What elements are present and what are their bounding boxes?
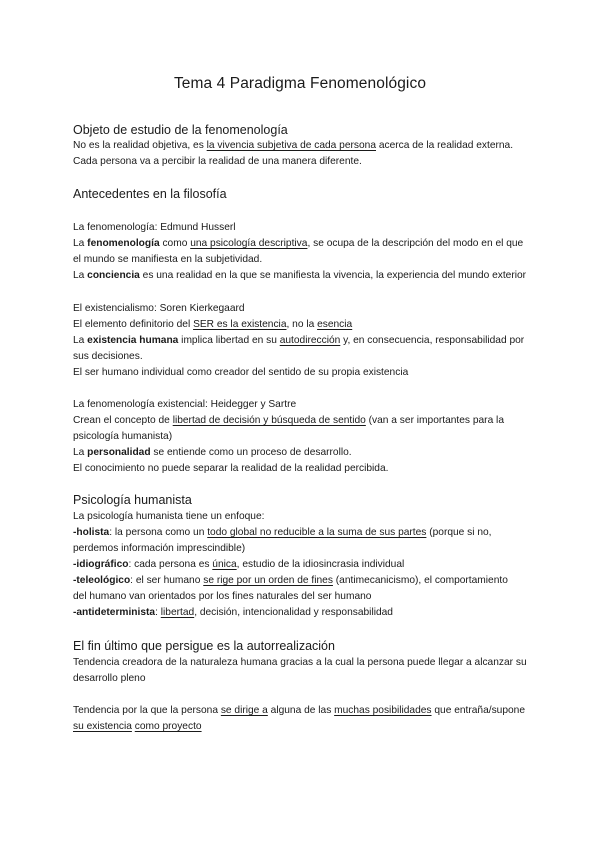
text: No es la realidad objetiva, es: [73, 140, 207, 151]
underlined-text: su existencia: [73, 721, 132, 732]
paragraph-line: [73, 268, 533, 284]
underlined-text: todo global no reducible a la suma de sus partes: [207, 527, 427, 538]
text: que entraña/supone: [431, 705, 525, 716]
underlined-text: como proyecto: [134, 721, 202, 732]
paragraph-line: [73, 317, 533, 333]
paragraph-line: [73, 557, 533, 573]
text: (porque si no,: [426, 527, 492, 538]
bold-term: existencia humana: [87, 335, 179, 346]
bold-term: -teleológico: [73, 575, 131, 586]
underlined-text: SER es la existencia: [193, 319, 287, 330]
heading-antecedentes: Antecedentes en la filosofía: [73, 187, 227, 201]
text: La: [73, 270, 88, 281]
underlined-text: libertad: [160, 607, 195, 618]
text: , no la: [286, 319, 318, 330]
paragraph-line: La psicología humanista tiene un enfoque:: [73, 511, 265, 522]
text: (van a ser importantes para la: [365, 415, 504, 426]
text: :: [155, 607, 161, 618]
text: implica libertad en su: [178, 335, 280, 346]
paragraph-line: sus decisiones.: [73, 351, 143, 362]
text: acerca de la realidad externa.: [376, 140, 514, 151]
underlined-text: muchas posibilidades: [334, 705, 432, 716]
subheading-husserl: La fenomenología: Edmund Husserl: [73, 222, 236, 233]
paragraph-line: [73, 605, 533, 621]
text: : el ser humano: [130, 575, 204, 586]
paragraph-line: El ser humano individual como creador del sentido de su propia existencia: [73, 367, 409, 378]
text: : cada persona es: [128, 559, 213, 570]
bold-term: -antideterminista: [73, 607, 156, 618]
paragraph-line: [73, 413, 533, 429]
text: La: [73, 335, 88, 346]
paragraph-line: el mundo se manifiesta en la subjetividad.: [73, 254, 263, 265]
underlined-text: una psicología descriptiva: [190, 238, 308, 249]
paragraph-line: psicología humanista): [73, 431, 173, 442]
text: como: [159, 238, 191, 249]
page-title: Tema 4 Paradigma Fenomenológico: [173, 75, 427, 92]
paragraph-line: del humano van orientados por los fines naturales del ser humano: [73, 591, 372, 602]
bold-term: -idiográfico: [73, 559, 129, 570]
paragraph-line: desarrollo pleno: [73, 673, 146, 684]
text: La: [73, 447, 88, 458]
paragraph-line: [73, 719, 533, 735]
subheading-heidegger-sartre: La fenomenología existencial: Heidegger y Sartre: [73, 399, 297, 410]
text: y, en consecuencia, responsabilidad por: [340, 335, 525, 346]
underlined-text: la vivencia subjetiva de cada persona: [206, 140, 376, 151]
text: : la persona como un: [109, 527, 208, 538]
text: alguna de las: [267, 705, 335, 716]
underlined-text: autodirección: [279, 335, 341, 346]
paragraph-line: perdemos información imprescindible): [73, 543, 246, 554]
text: es una realidad en la que se manifiesta la vivencia, la experiencia del mundo exterior: [139, 270, 527, 281]
text: Tendencia por la que la persona: [73, 705, 221, 716]
bold-term: fenomenología: [87, 238, 160, 249]
paragraph-line: [73, 703, 533, 719]
underlined-text: se rige por un orden de fines: [203, 575, 333, 586]
text: , se ocupa de la descripción del modo en el que: [307, 238, 524, 249]
underlined-text: libertad de decisión y búsqueda de sentido: [172, 415, 366, 426]
paragraph-line: Cada persona va a percibir la realidad de una manera diferente.: [73, 156, 362, 167]
text: , decisión, intencionalidad y responsabilidad: [194, 607, 393, 618]
heading-objeto-estudio: Objeto de estudio de la fenomenología: [73, 123, 288, 137]
underlined-text: esencia: [317, 319, 353, 330]
paragraph-line: [73, 236, 533, 252]
bold-term: conciencia: [87, 270, 140, 281]
text: El elemento definitorio del: [73, 319, 194, 330]
paragraph-line: [73, 573, 533, 589]
bold-term: personalidad: [87, 447, 151, 458]
text: (antimecanicismo), el comportamiento: [332, 575, 508, 586]
text: La: [73, 238, 88, 249]
heading-psicologia-humanista: Psicología humanista: [73, 493, 192, 507]
text: Crean el concepto de: [73, 415, 173, 426]
underlined-text: única: [212, 559, 237, 570]
paragraph-line: Tendencia creadora de la naturaleza humana gracias a la cual la persona puede llegar a alcanzar su: [73, 657, 527, 668]
paragraph-line: [73, 525, 533, 541]
paragraph-line: [73, 445, 533, 461]
underlined-text: se dirige a: [220, 705, 268, 716]
text: se entiende como un proceso de desarrollo.: [150, 447, 352, 458]
paragraph-line: [73, 138, 533, 154]
paragraph-line: El conocimiento no puede separar la realidad de la realidad percibida.: [73, 463, 389, 474]
subheading-kierkegaard: El existencialismo: Soren Kierkegaard: [73, 303, 245, 314]
text: , estudio de la idiosincrasia individual: [236, 559, 405, 570]
paragraph-line: [73, 333, 533, 349]
bold-term: -holista: [73, 527, 110, 538]
heading-autorrealizacion: El fin último que persigue es la autorrealización: [73, 639, 335, 653]
